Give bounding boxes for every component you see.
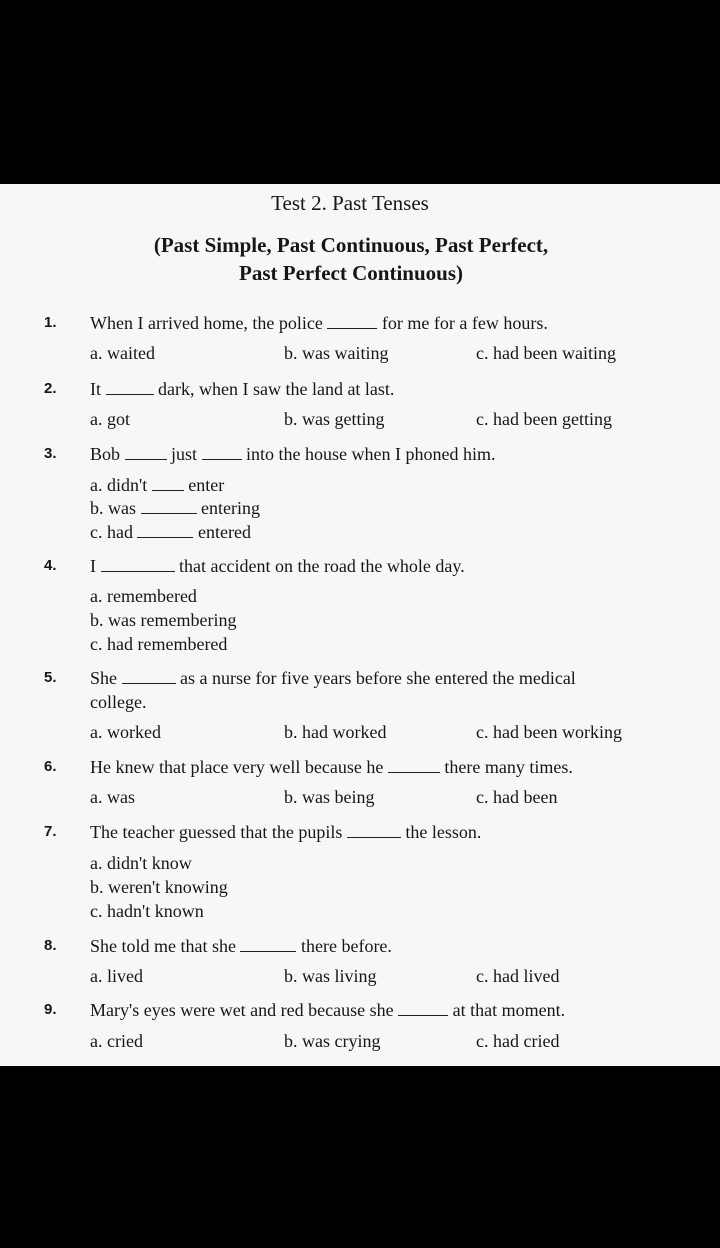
question-number: 6. xyxy=(44,758,57,775)
answer-blank xyxy=(240,938,296,952)
question-number: 1. xyxy=(44,314,57,331)
question-text: Mary's eyes were wet and red because she at that moment. xyxy=(90,1000,566,1020)
option-c: c. had been xyxy=(476,787,558,807)
option-a: a. waited xyxy=(90,343,155,363)
option-c: c. hadn't known xyxy=(90,901,204,921)
option-a: a. was xyxy=(90,787,135,807)
test-page xyxy=(0,184,720,1066)
option-a: a. got xyxy=(90,409,130,429)
question-number: 8. xyxy=(44,937,57,954)
answer-blank xyxy=(125,446,167,460)
question-text-continued: college. xyxy=(90,692,147,712)
option-c: c. had been waiting xyxy=(476,343,616,363)
option-c: c. had remembered xyxy=(90,634,228,654)
answer-blank xyxy=(106,381,154,395)
option-c: c. had lived xyxy=(476,966,560,986)
question-text: I that accident on the road the whole day. xyxy=(90,556,465,576)
option-c: c. had cried xyxy=(476,1031,560,1051)
subtitle-line-1: (Past Simple, Past Continuous, Past Perfect, xyxy=(153,233,549,257)
option-b: b. was waiting xyxy=(284,343,389,363)
option-b: b. was getting xyxy=(284,409,385,429)
option-b: b. was being xyxy=(284,787,375,807)
option-c: c. had been working xyxy=(476,722,622,742)
question-number: 9. xyxy=(44,1001,57,1018)
answer-blank xyxy=(137,524,193,538)
question-text: Bob just into the house when I phoned him. xyxy=(90,444,496,464)
option-a: a. lived xyxy=(90,966,143,986)
option-c: c. had been getting xyxy=(476,409,612,429)
answer-blank xyxy=(101,558,175,572)
question-text: When I arrived home, the police for me for a few hours. xyxy=(90,313,548,333)
question-number: 5. xyxy=(44,669,57,686)
answer-blank xyxy=(122,670,176,684)
question-number: 3. xyxy=(44,445,57,462)
subtitle-line-2: Past Perfect Continuous) xyxy=(239,261,463,285)
option-c: c. had entered xyxy=(90,522,251,542)
option-a: a. worked xyxy=(90,722,161,742)
option-b: b. was entering xyxy=(90,498,260,518)
option-b: b. was living xyxy=(284,966,377,986)
question-number: 2. xyxy=(44,380,57,397)
option-b: b. was remembering xyxy=(90,610,237,630)
question-text: It dark, when I saw the land at last. xyxy=(90,379,395,399)
answer-blank xyxy=(388,759,440,773)
question-number: 7. xyxy=(44,823,57,840)
page-title: Test 2. Past Tenses xyxy=(271,191,429,215)
question-number: 4. xyxy=(44,557,57,574)
option-a: a. didn't enter xyxy=(90,475,225,495)
option-a: a. didn't know xyxy=(90,853,192,873)
option-b: b. was crying xyxy=(284,1031,381,1051)
answer-blank xyxy=(152,477,184,491)
option-b: b. had worked xyxy=(284,722,387,742)
answer-blank xyxy=(141,500,197,514)
answer-blank xyxy=(202,446,242,460)
option-b: b. weren't knowing xyxy=(90,877,228,897)
question-text: He knew that place very well because he there many times. xyxy=(90,757,573,777)
answer-blank xyxy=(347,824,401,838)
option-a: a. cried xyxy=(90,1031,143,1051)
answer-blank xyxy=(398,1002,448,1016)
option-a: a. remembered xyxy=(90,586,197,606)
question-text: She as a nurse for five years before she entered the medical xyxy=(90,668,576,688)
question-text: The teacher guessed that the pupils the lesson. xyxy=(90,822,482,842)
answer-blank xyxy=(327,315,377,329)
question-text: She told me that she there before. xyxy=(90,936,392,956)
